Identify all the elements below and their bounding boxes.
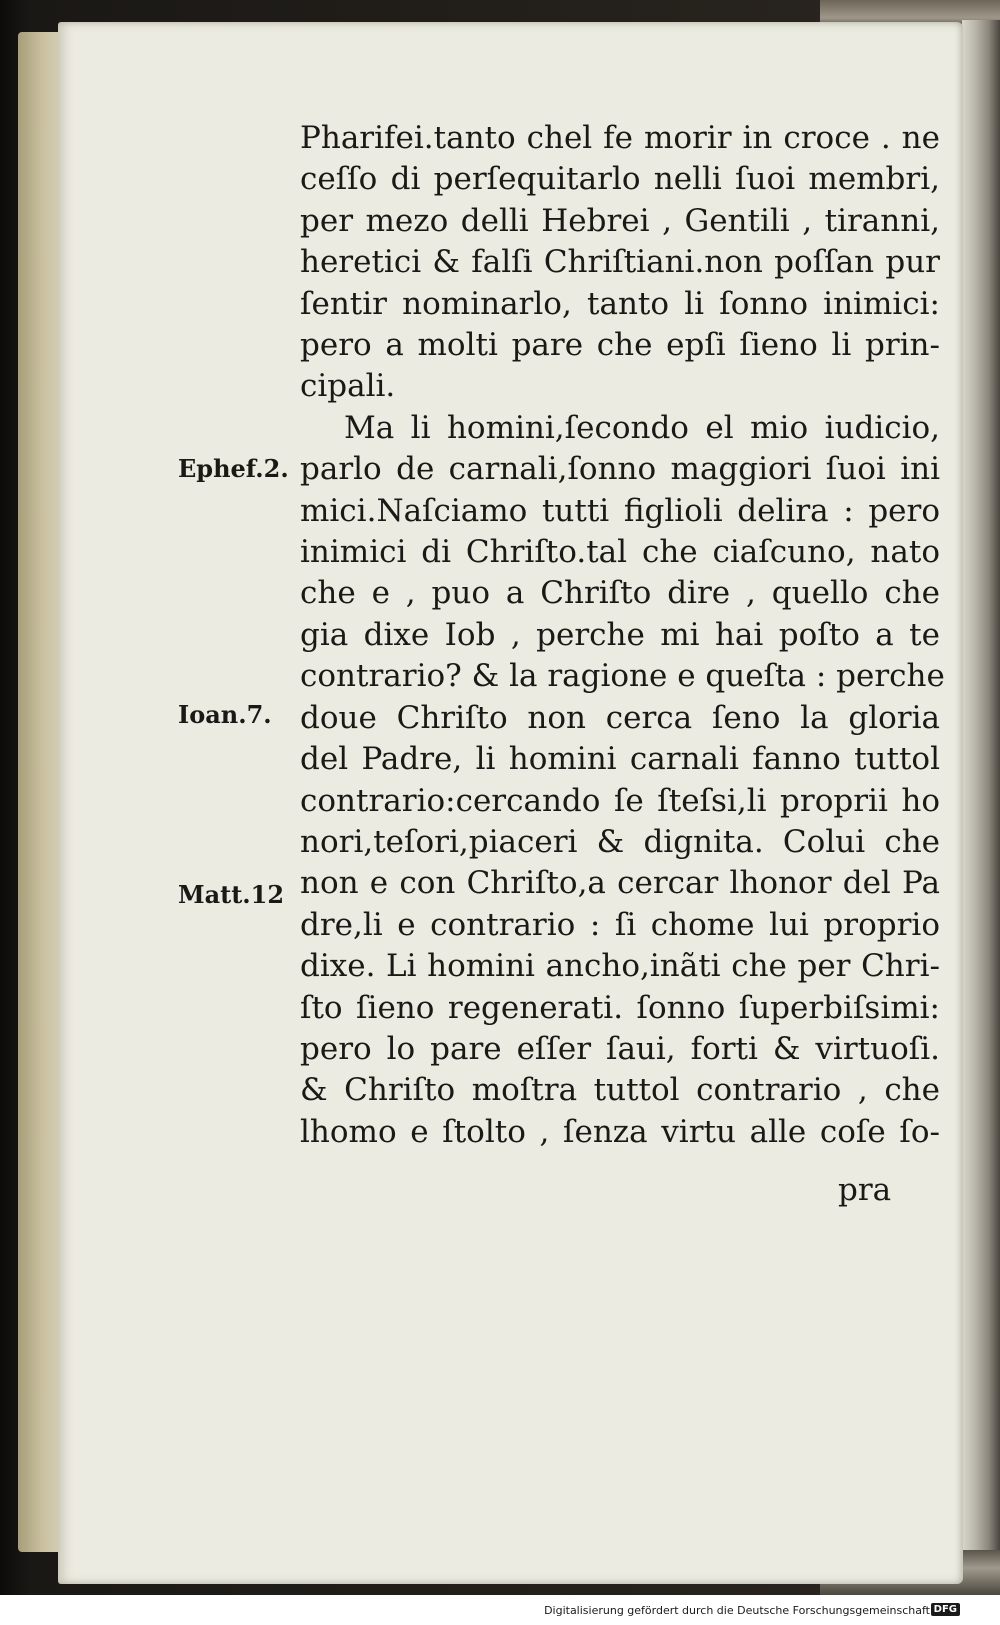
text-line: contrario? & la ragione e queſta : perche <box>300 658 945 695</box>
text-line: heretici & falſi Chriſtiani.non poſſan pur <box>300 244 940 281</box>
page-text <box>300 118 945 1153</box>
margin-note-john: Ioan.7. <box>178 700 272 729</box>
text-line: & Chriſto moſtra tuttol contrario , che <box>300 1072 940 1109</box>
text-line: Ma li homini,ſecondo el mio iudicio, <box>344 409 940 446</box>
text-line: per mezo delli Hebrei , Gentili , tiranni, <box>300 202 940 239</box>
text-line: pero lo pare eſſer ſaui, forti & virtuoſi. <box>300 1030 940 1067</box>
text-line: cipali. <box>300 368 396 405</box>
text-line: doue Chriſto non cerca ſeno la gloria <box>300 699 940 736</box>
text-line: ſentir nominarlo, tanto li ſonno inimici: <box>300 285 940 322</box>
text-line: ſto ſieno regenerati. ſonno ſuperbiſsimi: <box>300 989 940 1026</box>
book-fore-edge <box>962 20 1000 1595</box>
dfg-logo: DFG <box>931 1603 960 1616</box>
text-line: inimici di Chriſto.tal che ciaſcuno, nato <box>300 534 940 571</box>
book-page <box>58 22 963 1584</box>
text-line: nori,teſori,piaceri & dignita. Colui che <box>300 823 940 860</box>
text-line: del Padre, li homini carnali fanno tuttol <box>300 741 940 778</box>
funding-credit: Digitalisierung gefördert durch die Deutsche Forschungsgemeinschaft <box>544 1604 930 1617</box>
text-line: contrario:cercando ſe ſteſsi,li proprii ho <box>300 782 940 819</box>
text-line: Pharifei.tanto chel fe morir in croce . ne <box>300 120 940 156</box>
text-line: lhomo e ſtolto , ſenza virtu alle coſe ſo- <box>300 1113 940 1150</box>
catchword: pra <box>838 1172 892 1208</box>
text-line: parlo de carnali,ſonno maggiori ſuoi ini <box>300 451 940 488</box>
text-line: dixe. Li homini ancho,inãti che per Chri- <box>300 948 940 985</box>
margin-note-matthew: Matt.12 <box>178 880 285 909</box>
text-line: ceſſo di perſequitarlo nelli ſuoi membri, <box>300 161 940 198</box>
margin-note-ephesians: Ephef.2. <box>178 454 289 483</box>
text-line: non e con Chriſto,a cercar lhonor del Pa <box>300 865 940 902</box>
text-line: pero a molti pare che epſi ſieno li prin- <box>300 327 940 364</box>
text-line: che e , puo a Chriſto dire , quello che <box>300 575 940 612</box>
text-line: mici.Naſciamo tutti figlioli delira : pero <box>300 492 940 529</box>
text-line: dre,li e contrario : ſi chome lui proprio <box>300 906 940 943</box>
text-line: gia dixe Iob , perche mi hai poſto a te <box>300 616 940 653</box>
